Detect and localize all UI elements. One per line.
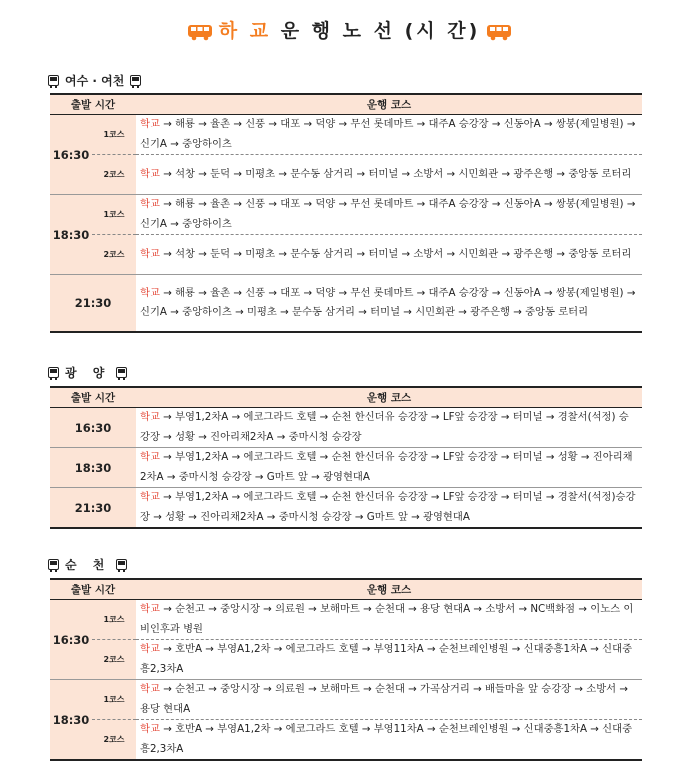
header-course: 운행 코스 — [136, 579, 642, 600]
header-course: 운행 코스 — [136, 94, 642, 115]
table-row — [50, 195, 642, 235]
section-title-suncheon: 순 천 — [48, 556, 127, 573]
route-table-yeosu — [50, 93, 642, 333]
table-header — [50, 579, 642, 600]
course-label: 2코스 — [92, 720, 136, 761]
route-path: 학교 → 석창 → 둔덕 → 미평초 → 문수동 삼거리 → 터미널 → 소방서 → 시민회관 → 광주은행 → 중앙동 로터리 — [136, 155, 642, 195]
departure-time: 16:30 — [50, 115, 92, 195]
departure-time: 16:30 — [50, 408, 136, 448]
table-row — [50, 115, 642, 155]
header-time: 출발 시간 — [50, 579, 136, 600]
table-row — [50, 155, 642, 195]
table-row — [50, 640, 642, 680]
route-path: 학교 → 부영1,2차A → 에코그라드 호텔 → 순천 한신더유 승강장 → LF앞 승강장 → 터미널 → 경찰서(석정)승강장 → 성황 → 진아리채2차A → 중마시청 승강장 → G마트 앞 → 광영현대A — [136, 488, 642, 529]
header-time: 출발 시간 — [50, 94, 136, 115]
header-time: 출발 시간 — [50, 387, 136, 408]
route-table-gwangyang — [50, 386, 642, 529]
course-label: 1코스 — [92, 195, 136, 235]
bus-icon — [48, 367, 59, 378]
route-path: 학교 → 순천고 → 중앙시장 → 의료원 → 보해마트 → 순천대 → 가곡삼거리 → 배들마을 앞 승강장 → 소방서 → 용당 현대A — [136, 680, 642, 720]
table-row — [50, 235, 642, 275]
route-path: 학교 → 호반A → 부영A1,2차 → 에코그라드 호텔 → 부영11차A → 순천브레인병원 → 신대중흥1차A → 신대중흥2,3차A — [136, 720, 642, 761]
bus-icon — [116, 367, 127, 378]
title-highlight: 하 교 — [218, 20, 272, 42]
bus-icon — [48, 75, 59, 86]
section-title-yeosu: 여수 · 여천 — [48, 72, 141, 89]
route-table-suncheon — [50, 578, 642, 761]
table-row — [50, 680, 642, 720]
page-title — [0, 16, 699, 43]
table-header — [50, 94, 642, 115]
departure-time: 18:30 — [50, 680, 92, 761]
table-row — [50, 720, 642, 761]
course-label: 2코스 — [92, 640, 136, 680]
departure-time: 16:30 — [50, 600, 92, 680]
departure-time: 21:30 — [50, 275, 136, 333]
route-path: 학교 → 해룡 → 율촌 → 신풍 → 대포 → 덕양 → 무선 롯데마트 → 대주A 승강장 → 신동아A → 쌍봉(제일병원) → 신기A → 중앙하이츠 — [136, 195, 642, 235]
bus-icon — [486, 23, 512, 41]
header-course: 운행 코스 — [136, 387, 642, 408]
course-label: 2코스 — [92, 155, 136, 195]
table-header — [50, 387, 642, 408]
section-title-gwangyang: 광 양 — [48, 364, 127, 381]
departure-time: 18:30 — [50, 448, 136, 488]
table-row — [50, 448, 642, 488]
route-path: 학교 → 해룡 → 율촌 → 신풍 → 대포 → 덕양 → 무선 롯데마트 → 대주A 승강장 → 신동아A → 쌍봉(제일병원) → 신기A → 중앙하이츠 → 미평초 → 문수동 삼거리 → 터미널 → 시민회관 → 광주은행 → 중앙동 로터리 — [136, 275, 642, 333]
route-path: 학교 → 해룡 → 율촌 → 신풍 → 대포 → 덕양 → 무선 롯데마트 → 대주A 승강장 → 신동아A → 쌍봉(제일병원) → 신기A → 중앙하이츠 — [136, 115, 642, 155]
title-text: 운 행 노 선 (시 간) — [280, 20, 481, 42]
course-label: 2코스 — [92, 235, 136, 275]
course-label: 1코스 — [92, 600, 136, 640]
route-path: 학교 → 석창 → 둔덕 → 미평초 → 문수동 삼거리 → 터미널 → 소방서 → 시민회관 → 광주은행 → 중앙동 로터리 — [136, 235, 642, 275]
table-row — [50, 600, 642, 640]
course-label: 1코스 — [92, 680, 136, 720]
table-row — [50, 275, 642, 333]
table-row — [50, 488, 642, 529]
bus-icon — [116, 559, 127, 570]
bus-icon — [187, 23, 213, 41]
bus-icon — [130, 75, 141, 86]
departure-time: 18:30 — [50, 195, 92, 275]
route-path: 학교 → 호반A → 부영A1,2차 → 에코그라드 호텔 → 부영11차A → 순천브레인병원 → 신대중흥1차A → 신대중흥2,3차A — [136, 640, 642, 680]
departure-time: 21:30 — [50, 488, 136, 529]
route-path: 학교 → 부영1,2차A → 에코그라드 호텔 → 순천 한신더유 승강장 → LF앞 승강장 → 터미널 → 성황 → 진아리채2차A → 중마시청 승강장 → G마트 앞 → 광영현대A — [136, 448, 642, 488]
table-row — [50, 408, 642, 448]
route-path: 학교 → 순천고 → 중앙시장 → 의료원 → 보해마트 → 순천대 → 용당 현대A → 소방서 → NC백화점 → 이노스 이비인후과 병원 — [136, 600, 642, 640]
bus-icon — [48, 559, 59, 570]
course-label: 1코스 — [92, 115, 136, 155]
route-path: 학교 → 부영1,2차A → 에코그라드 호텔 → 순천 한신더유 승강장 → LF앞 승강장 → 터미널 → 경찰서(석정) 승강장 → 성황 → 진아리채2차A → 중마시청 승강장 — [136, 408, 642, 448]
